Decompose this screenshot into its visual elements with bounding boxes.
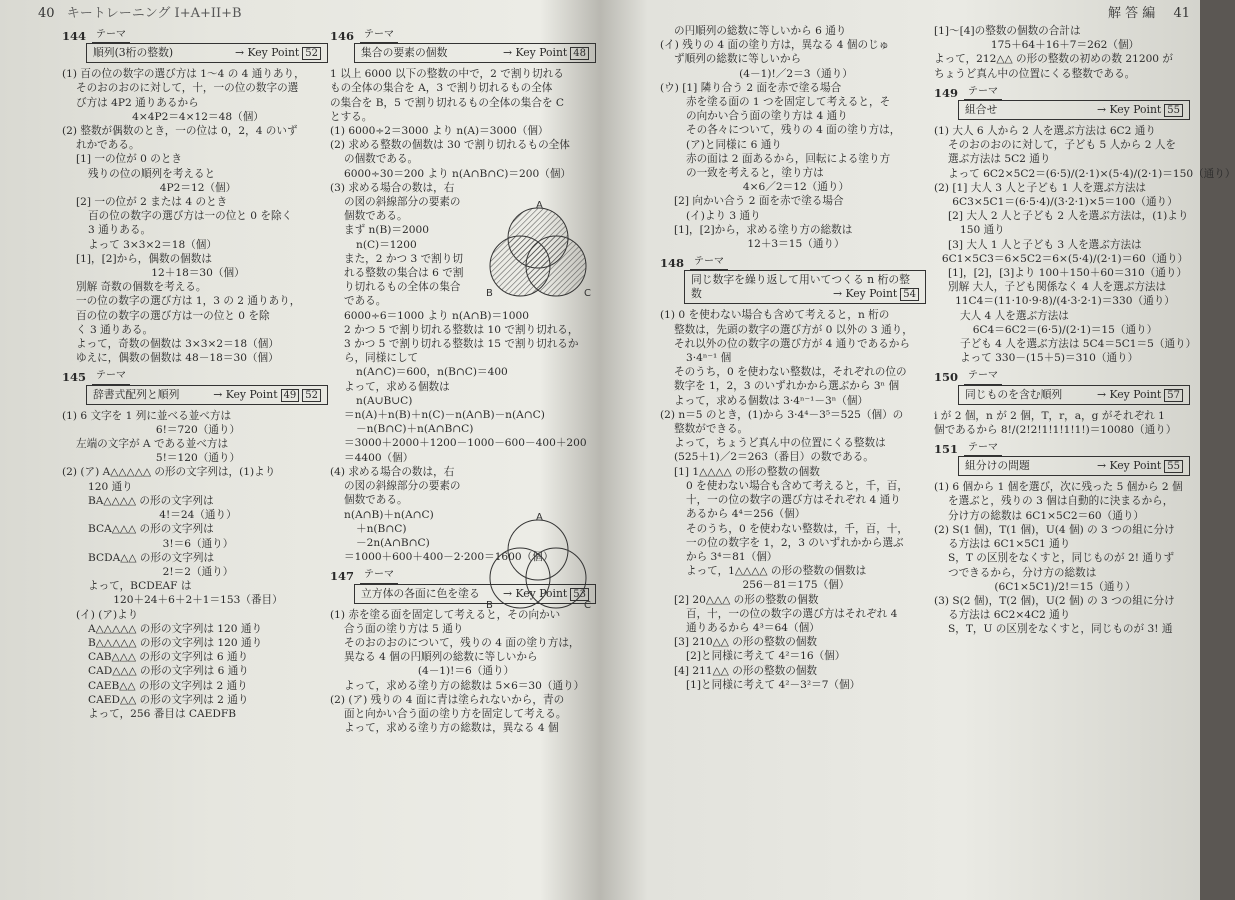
key-point-number: 55: [1164, 104, 1183, 117]
key-point-label: → Key Point: [213, 387, 278, 401]
text-line: 6!＝720（通り）: [155, 423, 241, 436]
text-line: (ア)と同様に 6 通り: [686, 138, 782, 151]
text-line: －n(B∩C)＋n(A∩B∩C): [356, 423, 474, 436]
key-point-ref: [213, 388, 321, 402]
text-line: (2) n＝5 のとき，(1)から 3·4⁴－3⁵＝525（個）の: [660, 408, 904, 421]
theme-title: 同じものを含む順列: [965, 387, 1063, 401]
text-line: ＋n(B∩C): [356, 522, 407, 535]
key-point-number: 57: [1164, 389, 1183, 402]
text-line: 赤を塗る面の 1 つを固定して考えると，そ: [686, 96, 891, 109]
text-line: n(A∩B)＋n(A∩C): [344, 508, 434, 521]
theme-box: [958, 385, 1190, 405]
text-line: の個数である。: [344, 153, 419, 166]
text-line: 12＋18＝30（個）: [151, 267, 245, 280]
text-line: 120 通り: [88, 480, 133, 493]
text-line: (1) 0 を使わない場合も含めて考えると，n 桁の: [660, 309, 890, 322]
text-line: ＝1000＋600＋400－2·200＝1600（個）: [344, 551, 554, 564]
text-line: (1) 6 文字を 1 列に並べる並べ方は: [62, 409, 232, 422]
text-line: 面と向かい合う面の塗り方を固定して考える。: [344, 707, 567, 720]
venn-circle-a: [508, 520, 568, 580]
text-line: もの全体の集合を A，3 で割り切れるもの全体: [330, 82, 553, 95]
text-line: CAB△△△ の形の文字列は 6 通り: [88, 651, 249, 664]
text-line: BA△△△△ の形の文字列は: [88, 494, 214, 507]
theme-header: [934, 85, 1196, 100]
text-line: 6C4＝6C2＝(6·5)/(2·1)＝15（通り）: [972, 323, 1158, 336]
text-line: (3) S(2 個)，T(2 個)，U(2 個) の 3 つの組に分け: [934, 594, 1175, 607]
text-line: CAED△△ の形の文字列は 2 通り: [88, 693, 249, 706]
column-3: [660, 24, 932, 692]
text-line: 子ども 4 人を選ぶ方法は 5C4＝5C1＝5（通り）: [960, 338, 1197, 351]
text-line: 4P2＝12（個）: [159, 181, 237, 194]
text-line: A△△△△△ の形の文字列は 120 通り: [88, 622, 263, 635]
text-line: とする。: [330, 110, 373, 123]
text-line: [2] 大人 2 人と子ども 2 人を選ぶ方法は，(1)より: [948, 210, 1189, 223]
text-line: 3 かつ 5 で割り切れる整数は 15 で割り切れるか: [344, 338, 579, 351]
text-line: の図の斜線部分の要素の: [344, 196, 461, 209]
text-line: ちょうど真ん中の位置にくる整数である。: [934, 67, 1136, 80]
text-line: の一致を考えると，塗り方は: [686, 167, 824, 180]
text-line: BCA△△△ の形の文字列は: [88, 523, 214, 536]
theme-tag: テーマ: [964, 85, 1002, 100]
text-line: また，2 かつ 3 で割り切: [344, 252, 463, 265]
theme-title: 立方体の各面に色を塗る: [361, 586, 480, 600]
theme-header: [62, 28, 334, 43]
text-line: 120＋24＋6＋2＋1＝153（番目）: [113, 594, 283, 607]
text-line: の円順列の総数に等しいから 6 通り: [674, 25, 847, 37]
venn-circle-c: [526, 236, 586, 296]
text-line: そのおのおのに対して，子ども 5 人から 2 人を: [948, 139, 1177, 152]
text-line: (4) 求める場合の数は，右: [330, 465, 455, 478]
text-line: 整数は，先頭の数字の選び方が 0 以外の 3 通り，: [674, 323, 913, 336]
text-line: (1) 赤を塗る面を固定して考えると，その向かい: [330, 608, 561, 621]
text-line: [1]と同様に考えて 4²－3²＝7（個）: [686, 678, 861, 691]
theme-tag: テーマ: [360, 568, 398, 583]
text-line: れる整数の集合は 6 で割: [344, 267, 464, 280]
theme-tag: テーマ: [964, 369, 1002, 384]
text-line: 3!＝6（通り）: [162, 537, 234, 550]
venn-circle-b: [490, 548, 550, 608]
theme-header: [934, 441, 1196, 456]
text-line: i が 2 個，n が 2 個，T，r，a，g がそれぞれ 1: [934, 409, 1165, 422]
text-line: 6000÷6＝1000 より n(A∩B)＝1000: [344, 309, 530, 322]
theme-section: [934, 441, 1196, 476]
text-line: (1) 6 個から 1 個を選び，次に残った 5 個から 2 個: [934, 481, 1183, 494]
theme-title: 順列(3桁の整数): [93, 46, 174, 60]
text-line: [1]，[2]，[3]より 100＋150＋60＝310（通り）: [948, 267, 1188, 280]
text-line: [3] 210△△ の形の整数の個数: [674, 636, 818, 649]
text-line: れかである。: [76, 139, 140, 152]
text-line: である。: [344, 295, 387, 308]
text-line: よって 6C2×5C2＝(6·5)/(2·1)×(5·4)/(2·1)＝150（通り）: [948, 167, 1235, 180]
text-line: [1] 一の位が 0 のとき: [76, 153, 183, 166]
key-point-label: → Key Point: [235, 46, 300, 60]
text-line: 左端の文字が A である並べ方は: [76, 438, 229, 451]
text-line: CAEB△△ の形の文字列は 2 通り: [88, 679, 248, 692]
venn-label-c: C: [584, 288, 591, 299]
text-line: (1) 6000÷2＝3000 より n(A)＝3000（個）: [330, 125, 549, 138]
left-page: [0, 0, 596, 900]
text-line: く 3 通りある。: [76, 323, 154, 336]
theme-section: [660, 255, 932, 304]
page-number: 41: [1173, 6, 1190, 21]
text-line: 11C4＝(11·10·9·8)/(4·3·2·1)＝330（通り）: [955, 295, 1175, 308]
text-line: り切れるもの全体の集合: [344, 281, 461, 294]
text-line: よって，求める塗り方の総数は 5×6＝30（通り）: [344, 679, 585, 692]
key-point-label: → Key Point: [1097, 387, 1162, 401]
theme-header: [330, 28, 602, 43]
theme-box: [354, 43, 596, 63]
venn-diagram: [478, 200, 598, 306]
text-line: [2] 一の位が 2 または 4 のとき: [76, 196, 228, 209]
text-line: 4!＝24（通り）: [159, 509, 237, 522]
running-title: キートレーニング I+A+II+B: [66, 6, 242, 21]
text-line: ＝3000＋2000＋1200－1000－600－400＋200: [344, 437, 587, 450]
text-line: の図の斜線部分の要素の: [344, 480, 461, 493]
text-line: 合う面の塗り方は 5 通り: [344, 622, 464, 635]
text-line: 大人 4 人を選ぶ方法は: [960, 309, 1069, 322]
problem-number: 150: [934, 370, 959, 385]
text-line: よって，212△△ の形の整数の初めの数 21200 が: [934, 53, 1174, 66]
text-line: S，T，U の区別をなくすと，同じものが 3! 通: [948, 623, 1173, 636]
text-line: 2!＝2（通り）: [162, 565, 234, 578]
text-line: あるから 4⁴＝256（個）: [686, 508, 806, 521]
venn-label-a: A: [536, 200, 543, 211]
text-line: CAD△△△ の形の文字列は 6 通り: [88, 665, 249, 678]
right-page-header: [1108, 2, 1190, 21]
text-line: 個数である。: [344, 210, 408, 223]
text-line: 十，一の位の数字の選び方はそれぞれ 4 通り: [686, 494, 901, 507]
text-line: よって，256 番目は CAEDFB: [88, 707, 237, 720]
text-line: [2]と同様に考えて 4²＝16（個）: [686, 650, 846, 663]
text-line: 1 以上 6000 以下の整数の中で，2 で割り切れる: [330, 68, 564, 81]
theme-section: [62, 28, 334, 63]
text-line: 赤の面は 2 面あるから，回転による塗り方: [686, 152, 891, 165]
theme-section: [62, 369, 334, 404]
text-line: る方法は 6C1×5C1 通り: [948, 538, 1071, 551]
theme-title: 辞書式配列と順列: [93, 387, 180, 401]
text-line: 3·4ⁿ⁻¹ 個: [686, 352, 732, 365]
text-line: 5!＝120（通り）: [155, 452, 241, 465]
text-line: S，T の区別をなくすと，同じものが 2! 通りず: [948, 552, 1175, 565]
theme-title: 集合の要素の個数: [361, 46, 448, 60]
venn-diagram: [478, 512, 598, 618]
text-line: (3) 求める場合の数は，右: [330, 181, 455, 194]
key-point-label: → Key Point: [503, 46, 568, 60]
text-line: (2) (ア) 残りの 4 面に青は塗られないから，青の: [330, 693, 565, 706]
theme-tag: テーマ: [92, 28, 130, 43]
text-line: 分け方の総数は 6C1×5C2＝60（通り）: [948, 509, 1145, 522]
text-line: (6C1×5C1)/2!＝15（通り）: [994, 580, 1136, 593]
text-line: そのおのおのに対して，十，一の位の数字の選: [76, 82, 299, 95]
text-line: [1]～[4]の整数の個数の合計は: [934, 25, 1081, 37]
text-line: よって，BCDEAF は: [88, 580, 192, 593]
problem-number: 144: [62, 29, 87, 43]
running-title: 解 答 編: [1108, 6, 1156, 21]
text-line: 整数ができる。: [674, 423, 749, 436]
text-line: よって，奇数の個数は 3×3×2＝18（個）: [76, 338, 279, 351]
text-line: よって，求める個数は 3·4ⁿ⁻¹－3ⁿ（個）: [674, 394, 869, 407]
text-line: (1) 百の位の数字の選び方は 1～4 の 4 通りあり，: [62, 68, 305, 81]
text-line: 別解 大人，子ども関係なく 4 人を選ぶ方法は: [948, 281, 1167, 294]
text-line: (525＋1)／2＝263（番目）の数である。: [674, 451, 874, 464]
text-line: [1] 1△△△△ の形の整数の個数: [674, 465, 820, 478]
text-line: 12＋3＝15（通り）: [747, 238, 845, 251]
key-point-number: 55: [1164, 460, 1183, 473]
text-line: (イ) (ア)より: [76, 608, 139, 621]
text-line: よって，ちょうど真ん中の位置にくる整数は: [674, 437, 886, 450]
problem-number: 146: [330, 29, 355, 43]
key-point-ref: [1097, 459, 1183, 473]
theme-tag: テーマ: [360, 28, 398, 43]
key-point-number: 49: [281, 389, 300, 402]
text-line: B△△△△△ の形の文字列は 120 通り: [88, 636, 263, 649]
text-line: 百，十，一の位の数字の選び方はそれぞれ 4: [686, 607, 898, 620]
text-line: 別解 奇数の個数を考える。: [76, 281, 207, 294]
theme-box: [958, 456, 1190, 476]
venn-label-b: B: [486, 288, 493, 299]
key-point-number: 53: [570, 588, 589, 601]
text-line: よって，求める個数は: [344, 380, 450, 393]
text-line: つできるから，分け方の総数は: [948, 566, 1097, 579]
left-page-header: [38, 2, 242, 21]
text-line: 256－81＝175（個）: [742, 579, 850, 592]
text-line: の向かい合う面の塗り方は 4 通り: [686, 110, 848, 123]
text-line: そのうち，0 を使わない整数は，それぞれの位の: [674, 366, 907, 379]
column-1: [62, 24, 334, 721]
key-point-label: → Key Point: [1097, 459, 1162, 473]
text-line: 4×6／2＝12（通り）: [742, 181, 850, 194]
text-line: 選ぶ方法は 5C2 通り: [948, 153, 1051, 166]
text-line: ゆえに，偶数の個数は 48－18＝30（個）: [76, 352, 279, 365]
text-line: (ウ) [1] 隣り合う 2 面を赤で塗る場合: [660, 81, 842, 94]
venn-circle-c: [526, 548, 586, 608]
text-line: 3 通りある。: [88, 224, 152, 237]
text-line: ＝n(A)＋n(B)＋n(C)－n(A∩B)－n(A∩C): [344, 409, 545, 422]
key-point-ref: [833, 287, 919, 301]
text-line: n(A∩C)＝600，n(B∩C)＝400: [356, 366, 508, 379]
text-line: ら，同様にして: [344, 352, 419, 365]
key-point-ref: [503, 46, 589, 60]
theme-tag: テーマ: [92, 369, 130, 384]
problem-number: 149: [934, 85, 959, 100]
text-line: を選ぶと，残りの 3 個は自動的に決まるから，: [948, 495, 1174, 508]
text-line: (1) 大人 6 人から 2 人を選ぶ方法は 6C2 通り: [934, 125, 1156, 138]
text-line: (2) 求める整数の個数は 30 で割り切れるもの全体: [330, 139, 570, 152]
text-line: 異なる 4 個の円順列の総数に等しいから: [344, 651, 538, 664]
theme-header: [62, 369, 334, 384]
text-line: (イ)より 3 通り: [686, 209, 761, 222]
text-line: それ以外の位の数字の選び方が 4 通りであるから: [674, 337, 910, 350]
text-line: 残りの位の順列を考えると: [88, 167, 216, 180]
text-line: 一の位の数字の選び方は 1，3 の 2 通りあり，: [76, 295, 301, 308]
venn-label-c: C: [584, 600, 591, 611]
theme-tag: テーマ: [964, 441, 1002, 456]
text-line: そのうち，0 を使わない整数は，千，百，十，: [686, 522, 908, 535]
text-line: る方法は 6C2×4C2 通り: [948, 609, 1071, 622]
text-line: 百の位の数字の選び方は一の位と 0 を除: [76, 309, 270, 322]
text-line: よって，1△△△△ の形の整数の個数は: [686, 565, 867, 578]
text-line: 6C1×5C3＝6×5C2＝6×(5·4)/(2·1)＝60（通り）: [941, 252, 1189, 265]
key-point-ref: [235, 46, 321, 60]
text-line: (イ) 残りの 4 面の塗り方は，異なる 4 個のじゅ: [660, 39, 890, 52]
venn-label-b: B: [486, 600, 493, 611]
text-line: [1]，[2]から，偶数の個数は: [76, 252, 212, 265]
text-line: [2] 向かい合う 2 面を赤で塗る場合: [674, 195, 844, 208]
text-line: 6000÷30＝200 より n(A∩B∩C)＝200（個）: [344, 167, 572, 180]
text-line: 6C3×5C1＝(6·5·4)/(3·2·1)×5＝100（通り）: [952, 196, 1178, 209]
theme-title: 同じ数字を繰り返して用いてつくる n 桁の整数: [691, 273, 910, 301]
text-line: ＝4400（個）: [344, 451, 414, 464]
text-line: [1]，[2]から，求める塗り方の総数は: [674, 223, 853, 236]
theme-box: [86, 43, 328, 63]
theme-box: [958, 100, 1190, 120]
text-line: び方は 4P2 通りあるから: [76, 96, 199, 109]
theme-box: [684, 270, 926, 304]
theme-header: [934, 369, 1196, 384]
theme-title: 組合せ: [965, 103, 998, 117]
text-line: －2n(A∩B∩C): [356, 536, 430, 549]
text-line: そのおのおのについて，残りの 4 面の塗り方は，: [344, 636, 580, 649]
text-line: よって，求める塗り方の総数は，異なる 4 個: [344, 722, 559, 735]
theme-title: 組分けの問題: [965, 459, 1030, 473]
key-point-label: → Key Point: [833, 287, 898, 301]
text-line: n(A∪B∪C): [356, 394, 413, 407]
theme-box: [86, 385, 328, 405]
problem-number: 147: [330, 569, 355, 584]
venn-label-a: A: [536, 512, 543, 523]
theme-section: [934, 369, 1196, 404]
text-line: ず順列の総数に等しいから: [674, 53, 802, 66]
text-line: 150 通り: [960, 224, 1005, 237]
text-line: その各々について，残りの 4 面の塗り方は，: [686, 124, 901, 137]
key-point-label: → Key Point: [503, 586, 568, 600]
text-line: (4－1)!／2＝3（通り）: [739, 67, 853, 80]
column-4: [934, 24, 1235, 637]
problem-number: 145: [62, 370, 87, 385]
text-line: [3] 大人 1 人と子ども 3 人を選ぶ方法は: [948, 238, 1142, 251]
text-line: から 3⁴＝81（個）: [686, 550, 778, 563]
text-line: 175＋64＋16＋7＝262（個）: [990, 39, 1140, 52]
theme-tag: テーマ: [690, 255, 728, 270]
key-point-ref: [1097, 103, 1183, 117]
text-line: (4－1)!＝6（通り）: [417, 665, 515, 678]
theme-section: [934, 85, 1196, 120]
problem-number: 151: [934, 442, 959, 457]
text-line: [2] 20△△△ の形の整数の個数: [674, 593, 819, 606]
key-point-number: 48: [570, 47, 589, 60]
key-point-number: 54: [900, 288, 919, 301]
text-line: 通りあるから 4³＝64（個）: [686, 621, 820, 634]
text-line: BCDA△△ の形の文字列は: [88, 551, 215, 564]
text-line: 4×4P2＝4×12＝48（個）: [132, 110, 264, 123]
theme-section: [330, 28, 602, 63]
text-line: よって 330－(15＋5)＝310（通り）: [960, 352, 1139, 365]
key-point-number: 52: [302, 389, 321, 402]
theme-header: [660, 255, 932, 270]
right-page: [604, 0, 1235, 900]
text-line: 数字を 1，2，3 のいずれかから選ぶから 3ⁿ 個: [674, 380, 900, 393]
text-line: (2) S(1 個)，T(1 個)，U(4 個) の 3 つの組に分け: [934, 523, 1175, 536]
text-line: 2 かつ 5 で割り切れる整数は 10 で割り切れる，: [344, 323, 579, 336]
text-line: よって 3×3×2＝18（個）: [88, 238, 217, 251]
problem-number: 148: [660, 256, 685, 271]
text-line: [4] 211△△ の形の整数の個数: [674, 664, 818, 677]
text-line: の集合を B，5 で割り切れるもの全体の集合を C: [330, 96, 565, 109]
text-line: まず n(B)＝2000: [344, 224, 429, 237]
key-point-label: → Key Point: [1097, 103, 1162, 117]
key-point-number: 52: [302, 47, 321, 60]
text-line: 個数である。: [344, 494, 408, 507]
text-line: 個であるから 8!/(2!2!1!1!1!1!)＝10080（通り）: [934, 423, 1177, 436]
key-point-ref: [1097, 388, 1183, 402]
text-line: 百の位の数字の選び方は一の位と 0 を除く: [88, 210, 293, 223]
text-line: 一の位の数字を 1，2，3 のいずれかから選ぶ: [686, 536, 904, 549]
text-line: (2) (ア) A△△△△△ の形の文字列は，(1)より: [62, 466, 276, 479]
page-number: 40: [38, 6, 55, 21]
text-line: 0 を使わない場合も含めて考えると，千，百，: [686, 479, 908, 492]
text-line: (2) [1] 大人 3 人と子ども 1 人を選ぶ方法は: [934, 181, 1147, 194]
column-2: [330, 24, 602, 735]
text-line: (2) 整数が偶数のとき，一の位は 0，2，4 のいず: [62, 125, 298, 138]
text-line: n(C)＝1200: [356, 238, 417, 251]
